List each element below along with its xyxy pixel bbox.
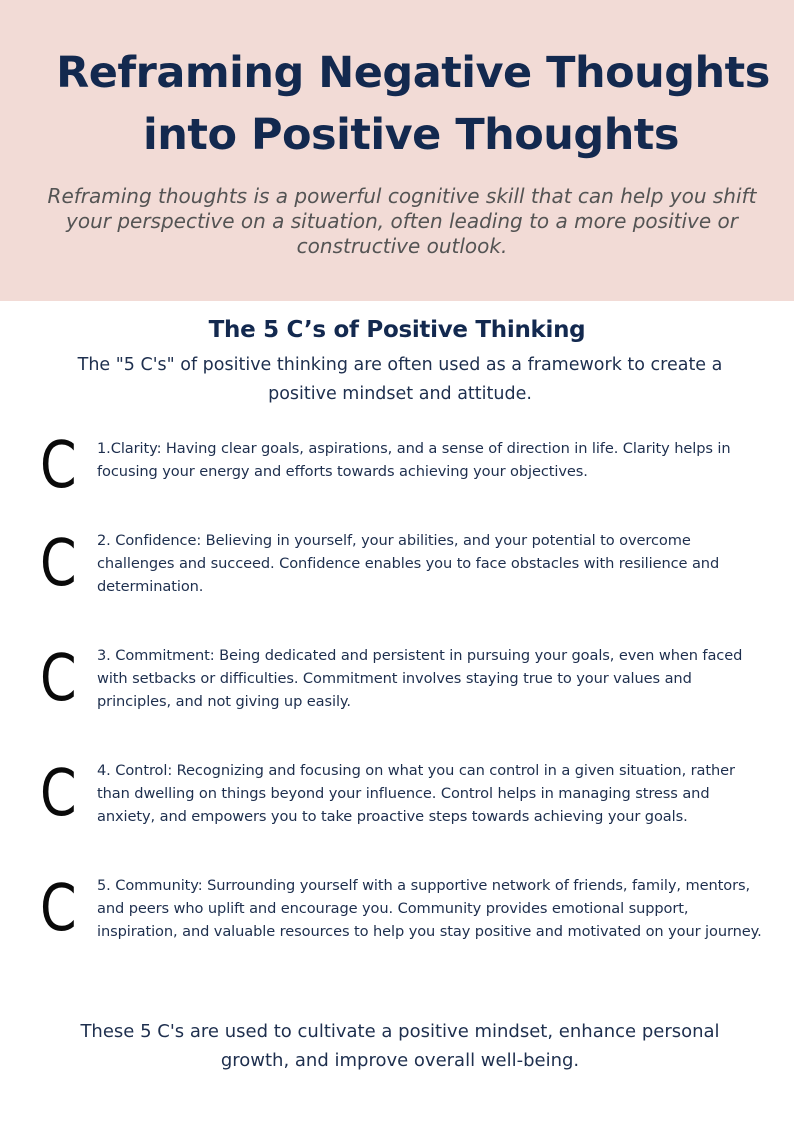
footer-summary: These 5 C's are used to cultivate a positive mindset, enhance personal growth, and improve overall well-being. [80,1021,720,1071]
page-title-line-2: into Positive Thoughts [143,110,679,160]
page-title [0,42,794,166]
c-item-community [0,873,794,963]
c-letter-icon: C [40,527,77,601]
header-banner [0,0,794,301]
c-letter-icon: C [40,872,77,946]
c-letter-icon: C [40,757,77,831]
c-item-confidence [0,528,794,618]
c-item-clarity [0,429,794,522]
c-item-text: 4. Control: Recognizing and focusing on what you can control in a given situation, rather than dwelling on things beyond your influence. Control helps in managing stress and anxiety, and empowers you to take proactive steps towards achieving your goals. [97,762,735,825]
c-item-text: 5. Community: Surrounding yourself with a supportive network of friends, family, mentors, and peers who uplift and encourage you. Community provides emotional support, inspiration, and valuable resources to help you stay positive and motivated on your journey. [97,877,762,940]
c-item-text: 3. Commitment: Being dedicated and persistent in pursuing your goals, even when faced with setbacks or difficulties. Commitment involves staying true to your values and principles, and not giving up easily. [97,647,743,710]
c-item-commitment [0,643,794,733]
c-item-control [0,758,794,848]
c-item-text: 1.Clarity: Having clear goals, aspirations, and a sense of direction in life. Clarity helps in focusing your energy and efforts towards achieving your objectives. [97,440,731,480]
section-intro: The "5 C's" of positive thinking are often used as a framework to create a positive mindset and attitude. [77,355,723,404]
page-subtitle: Reframing thoughts is a powerful cognitive skill that can help you shift your perspective on a situation, often leading to a more positive or constructive outlook. [47,184,757,258]
c-letter-icon: C [40,642,77,716]
section-title: The 5 C’s of Positive Thinking [208,317,586,343]
c-item-text: 2. Confidence: Believing in yourself, your abilities, and your potential to overcome challenges and succeed. Confidence enables you to face obstacles with resilience and determination. [97,532,720,595]
page-title-line-1: Reframing Negative Thoughts [56,48,770,98]
c-letter-icon: C [40,429,77,503]
